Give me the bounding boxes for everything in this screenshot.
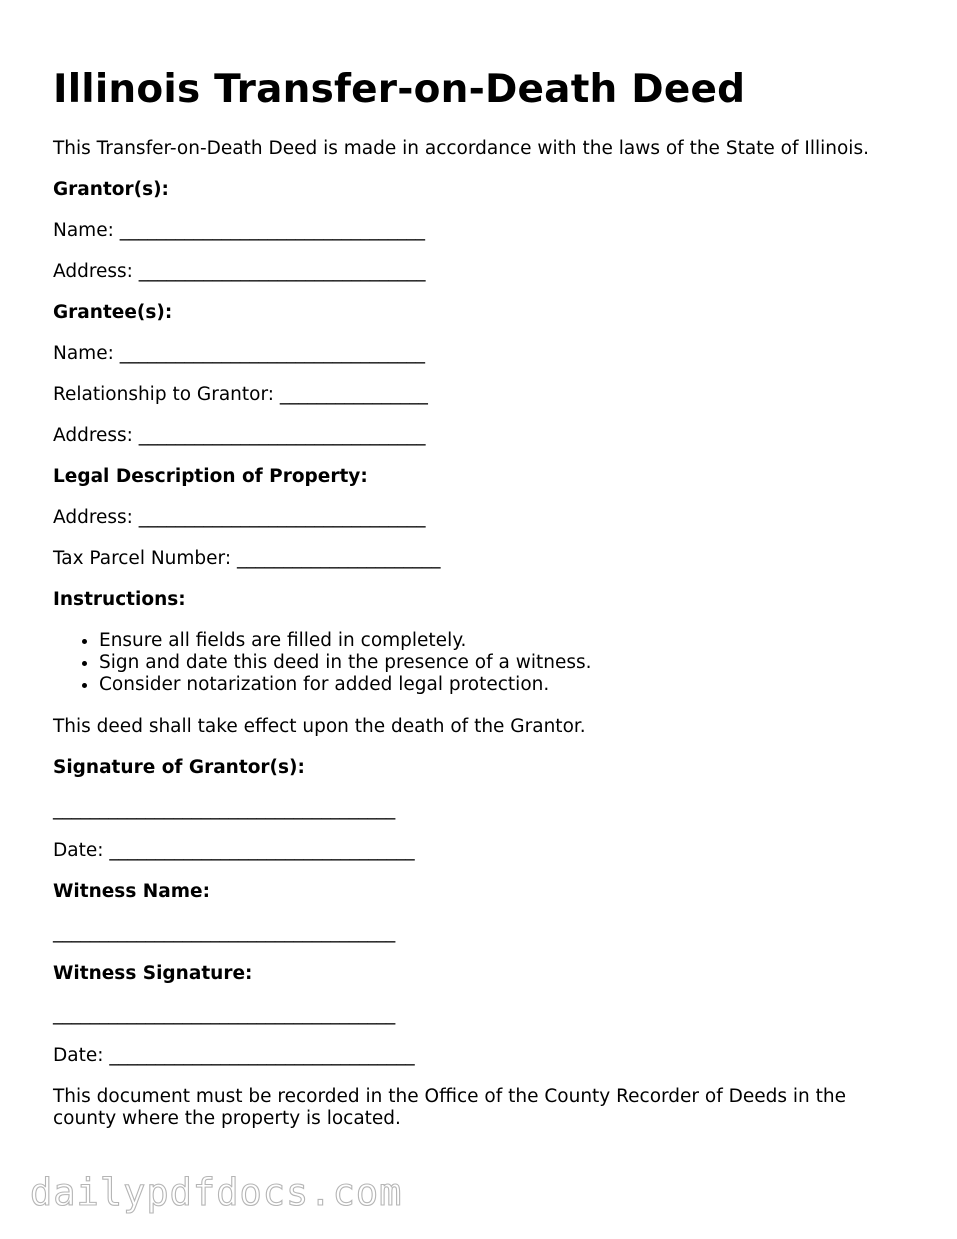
grantor-signature-date-field: Date: _________________________________	[53, 840, 415, 861]
intro-text: This Transfer-on-Death Deed is made in accordance with the laws of the State of Illinois.	[53, 138, 869, 159]
grantor-signature-heading: Signature of Grantor(s):	[53, 757, 305, 778]
grantor-address-field: Address: _______________________________	[53, 261, 426, 282]
grantor-heading: Grantor(s):	[53, 179, 169, 200]
instructions-heading: Instructions:	[53, 589, 186, 610]
tax-parcel-field: Tax Parcel Number: ______________________	[53, 548, 441, 569]
deed-document	[53, 66, 913, 1129]
property-heading: Legal Description of Property:	[53, 466, 368, 487]
document-title: Illinois Transfer-on-Death Deed	[53, 67, 746, 112]
property-address-field: Address: _______________________________	[53, 507, 426, 528]
witness-name-line: _____________________________________	[53, 922, 396, 943]
grantor-signature-line: _____________________________________	[53, 799, 396, 820]
grantor-name-field: Name: _________________________________	[53, 220, 425, 241]
instruction-item: • Sign and date this deed in the presence of a witness.	[99, 652, 592, 674]
closing-text: This document must be recorded in the Office of the County Recorder of Deeds in the county where the property is located.	[53, 1086, 846, 1129]
instruction-item: • Ensure all fields are filled in completely.	[99, 630, 592, 652]
witness-signature-line: _____________________________________	[53, 1004, 396, 1025]
witness-signature-date-field: Date: _________________________________	[53, 1045, 415, 1066]
instruction-item: • Consider notarization for added legal protection.	[99, 674, 592, 696]
watermark-text: dailypdfdocs.com	[30, 1171, 403, 1214]
grantee-name-field: Name: _________________________________	[53, 343, 425, 364]
grantee-heading: Grantee(s):	[53, 302, 173, 323]
grantee-address-field: Address: _______________________________	[53, 425, 426, 446]
witness-signature-heading: Witness Signature:	[53, 963, 253, 984]
grantee-relationship-field: Relationship to Grantor: ________________	[53, 384, 428, 405]
instructions-list	[53, 630, 592, 696]
witness-name-heading: Witness Name:	[53, 881, 210, 902]
effect-text: This deed shall take effect upon the death of the Grantor.	[53, 716, 586, 737]
